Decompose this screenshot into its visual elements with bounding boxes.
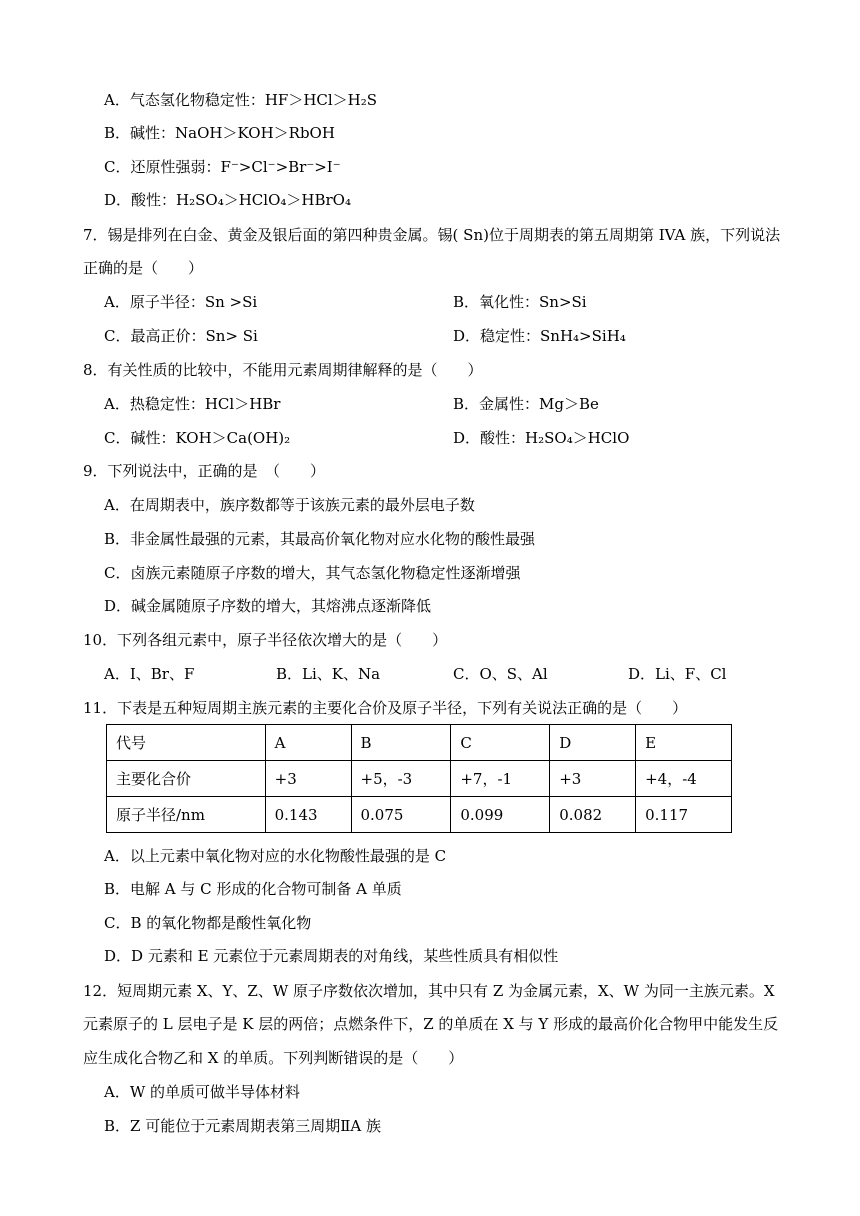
q9-stem: 9．下列说法中，正确的是 （ ） xyxy=(83,462,326,480)
q10-stem: 10．下列各组元素中，原子半径依次增大的是（ ） xyxy=(83,631,448,649)
q11-stem: 11．下表是五种短周期主族元素的主要化合价及原子半径，下列有关说法正确的是（ ） xyxy=(83,699,688,717)
table-cell: 原子半径/nm xyxy=(107,797,266,833)
q7-stem-line-2: 正确的是（ ） xyxy=(83,259,204,277)
table-cell: +3 xyxy=(550,761,636,797)
table-header-row xyxy=(107,725,732,761)
q12-option-b: B．Z 可能位于元素周期表第三周期ⅡA 族 xyxy=(104,1117,382,1135)
q6-option-a: A．气态氢化物稳定性：HF＞HCl＞H₂S xyxy=(104,91,378,109)
q11-option-c: C．B 的氧化物都是酸性氧化物 xyxy=(104,914,312,932)
q8-option-b: B．金属性：Mg＞Be xyxy=(453,395,599,413)
table-cell: 主要化合价 xyxy=(107,761,266,797)
q7-option-c: C．最高正价：Sn> Si xyxy=(104,327,258,345)
q10-option-a: A．I、Br、F xyxy=(104,665,195,683)
q9-option-a: A．在周期表中，族序数都等于该族元素的最外层电子数 xyxy=(104,496,475,514)
table-cell: 0.117 xyxy=(636,797,732,833)
table-row xyxy=(107,761,732,797)
table-cell: E xyxy=(636,725,732,761)
table-cell: D xyxy=(550,725,636,761)
q9-option-b: B．非金属性最强的元素，其最高价氧化物对应水化物的酸性最强 xyxy=(104,530,536,548)
table-cell: +7，-1 xyxy=(451,761,550,797)
table-cell: 0.082 xyxy=(550,797,636,833)
q6-option-d: D．酸性：H₂SO₄＞HClO₄＞HBrO₄ xyxy=(104,191,351,209)
q7-stem-line-1: 7．锡是排列在白金、黄金及银后面的第四种贵金属。锡( Sn)位于周期表的第五周期第 IVA 族，下列说法 xyxy=(83,226,781,244)
q8-option-d: D．酸性：H₂SO₄＞HClO xyxy=(453,429,630,447)
q12-stem-line-1: 12．短周期元素 X、Y、Z、W 原子序数依次增加，其中只有 Z 为金属元素，X、W 为同一主族元素。X xyxy=(83,982,775,1000)
table-cell: +5，-3 xyxy=(351,761,451,797)
element-properties-table xyxy=(106,724,732,833)
q12-stem-line-2: 元素原子的 L 层电子是 K 层的两倍；点燃条件下，Z 的单质在 X 与 Y 形成的最高价化合物甲中能发生反 xyxy=(83,1015,779,1033)
table-cell: B xyxy=(351,725,451,761)
q6-option-b: B．碱性：NaOH＞KOH＞RbOH xyxy=(104,124,335,142)
table-cell: 代号 xyxy=(107,725,266,761)
q8-option-a: A．热稳定性：HCl＞HBr xyxy=(104,395,281,413)
q11-option-d: D．D 元素和 E 元素位于元素周期表的对角线，某些性质具有相似性 xyxy=(104,947,559,965)
table-cell: C xyxy=(451,725,550,761)
q11-option-a: A．以上元素中氧化物对应的水化物酸性最强的是 C xyxy=(104,847,447,865)
q9-option-c: C．卤族元素随原子序数的增大，其气态氢化物稳定性逐渐增强 xyxy=(104,564,521,582)
q10-option-b: B．Li、K、Na xyxy=(276,665,381,683)
q7-option-b: B．氧化性：Sn>Si xyxy=(453,293,587,311)
table-cell: +4，-4 xyxy=(636,761,732,797)
q12-stem-line-3: 应生成化合物乙和 X 的单质。下列判断错误的是（ ） xyxy=(83,1049,464,1067)
q9-option-d: D．碱金属随原子序数的增大，其熔沸点逐渐降低 xyxy=(104,597,432,615)
q12-option-a: A．W 的单质可做半导体材料 xyxy=(104,1083,301,1101)
table-row xyxy=(107,797,732,833)
q6-option-c: C．还原性强弱：F⁻>Cl⁻>Br⁻>I⁻ xyxy=(104,158,341,176)
table-cell: +3 xyxy=(265,761,351,797)
table-cell: 0.143 xyxy=(265,797,351,833)
q8-option-c: C．碱性：KOH＞Ca(OH)₂ xyxy=(104,429,291,447)
q10-option-c: C．O、S、Al xyxy=(453,665,548,683)
table-cell: A xyxy=(265,725,351,761)
q7-option-a: A．原子半径：Sn >Si xyxy=(104,293,258,311)
q7-option-d: D．稳定性：SnH₄>SiH₄ xyxy=(453,327,626,345)
q8-stem: 8．有关性质的比较中，不能用元素周期律解释的是（ ） xyxy=(83,361,483,379)
table-cell: 0.075 xyxy=(351,797,451,833)
q10-option-d: D．Li、F、Cl xyxy=(628,665,727,683)
table-cell: 0.099 xyxy=(451,797,550,833)
q11-option-b: B．电解 A 与 C 形成的化合物可制备 A 单质 xyxy=(104,880,402,898)
